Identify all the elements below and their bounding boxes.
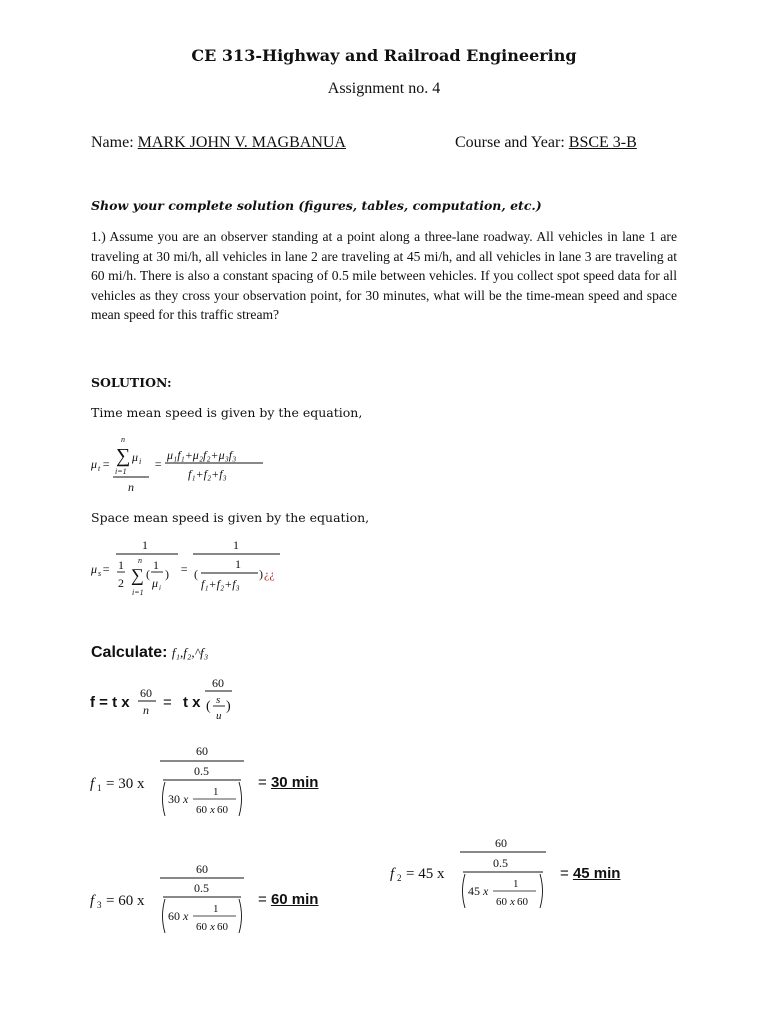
svg-text:μ: μ [91, 562, 98, 576]
svg-text:60: 60 [212, 676, 224, 690]
svg-text:x: x [210, 804, 215, 816]
svg-text:45: 45 [468, 884, 480, 898]
svg-text:1: 1 [118, 558, 124, 572]
svg-text:60: 60 [217, 921, 228, 933]
svg-text:t x: t x [183, 694, 201, 711]
frequency-formula [88, 672, 278, 730]
svg-text:= 45 x: = 45 x [406, 866, 445, 882]
svg-text:1: 1 [513, 878, 519, 890]
svg-text:i: i [139, 457, 142, 466]
svg-text:): ) [259, 567, 263, 581]
svg-text:x: x [483, 884, 489, 898]
svg-text:(: ( [206, 699, 211, 714]
f1-result-value: 30 min [270, 774, 319, 791]
svg-text:60: 60 [196, 744, 208, 758]
svg-text:60: 60 [140, 686, 152, 700]
svg-text:= 60 x: = 60 x [106, 893, 145, 909]
time-mean-text: Time mean speed is given by the equation, [91, 405, 363, 420]
svg-text:60: 60 [196, 921, 207, 933]
svg-text:): ) [226, 699, 231, 714]
calculate-variables: f₁,f₂,^f₃ [171, 645, 209, 660]
svg-text:n: n [121, 435, 125, 444]
svg-text:n: n [138, 556, 142, 565]
frequency-formula-svg [88, 672, 278, 730]
svg-text:f: f [90, 893, 95, 909]
svg-text:f₁+f₂+f₃: f₁+f₂+f₃ [188, 467, 227, 481]
svg-text:30: 30 [168, 792, 180, 806]
name-value: MARK JOHN V. MAGBANUA [137, 134, 346, 151]
svg-text:f₁+f₂+f₃: f₁+f₂+f₃ [201, 577, 240, 591]
svg-text:∑: ∑ [116, 445, 131, 467]
svg-text:∑: ∑ [131, 565, 144, 585]
svg-text:=: = [154, 457, 163, 471]
svg-text:60: 60 [168, 909, 180, 923]
svg-text:1: 1 [97, 783, 102, 793]
svg-text:f = t x: f = t x [90, 694, 130, 711]
svg-text:1: 1 [213, 786, 219, 798]
space-mean-equation [88, 535, 308, 605]
svg-text:i=1: i=1 [132, 588, 144, 597]
svg-text:0.5: 0.5 [194, 881, 209, 895]
svg-text:2: 2 [397, 873, 402, 883]
svg-text:=: = [102, 562, 111, 576]
f2-result: = 45 min [560, 865, 621, 882]
svg-text:=: = [102, 457, 111, 471]
problem-statement: 1.) Assume you are an observer standing at a point along a three-lane roadway. All vehicles in lane 1 are traveling at 30 mi/h, all vehicles in lane 2 are traveling at 45 mi/h, and all vehicles in lane 3 are traveling at 60 mi/h. There is also a constant spacing of 0.5 mile between vehicles. If you collect spot speed data for all vehicles as they cross your observation point, for 30 minutes, what will be the time-mean speed and space mean speed for this traffic stream? [91, 229, 677, 322]
space-mean-equation-svg [88, 535, 308, 605]
f3-result-value: 60 min [270, 891, 319, 908]
svg-text:u: u [216, 710, 222, 722]
svg-text:60: 60 [496, 896, 507, 908]
f2-computation [386, 830, 646, 914]
svg-text:1: 1 [235, 557, 241, 571]
svg-text:60: 60 [196, 804, 207, 816]
svg-text:i: i [159, 584, 161, 592]
svg-text:60: 60 [217, 804, 228, 816]
svg-text:x: x [210, 921, 215, 933]
svg-text:f: f [90, 776, 95, 792]
svg-text:1: 1 [153, 558, 159, 572]
svg-text:=: = [180, 562, 189, 576]
solution-heading: SOLUTION: [91, 375, 172, 390]
svg-text:60: 60 [517, 896, 528, 908]
svg-text:t: t [98, 464, 101, 473]
svg-text:μ: μ [152, 576, 159, 590]
svg-text:x: x [510, 896, 515, 908]
svg-text:3: 3 [97, 900, 102, 910]
svg-text:0.5: 0.5 [194, 764, 209, 778]
svg-text:1: 1 [233, 538, 239, 552]
svg-text:n: n [128, 480, 134, 494]
f3-result: = 60 min [258, 891, 319, 908]
svg-text:60: 60 [495, 836, 507, 850]
svg-text:2: 2 [118, 576, 124, 590]
svg-text:x: x [183, 792, 189, 806]
svg-text:¿¿: ¿¿ [264, 567, 275, 581]
calculate-heading [91, 644, 208, 662]
f3-computation [86, 857, 346, 941]
space-mean-text: Space mean speed is given by the equation, [91, 510, 370, 525]
svg-text:(: ( [146, 567, 150, 581]
svg-text:s: s [98, 569, 102, 578]
svg-text:60: 60 [196, 862, 208, 876]
assignment-number: Assignment no. 4 [327, 80, 441, 97]
svg-text:(: ( [194, 567, 198, 581]
time-mean-equation [88, 430, 288, 500]
f1-result: = 30 min [258, 774, 319, 791]
svg-text:1: 1 [213, 903, 219, 915]
svg-text:μ₁f₁+μ₂f₂+μ₃f₃: μ₁f₁+μ₂f₂+μ₃f₃ [167, 448, 237, 462]
course-label: Course and Year: [455, 134, 565, 151]
course-field [455, 134, 637, 152]
svg-text:1: 1 [142, 538, 148, 552]
svg-text:0.5: 0.5 [493, 856, 508, 870]
name-field [91, 134, 346, 152]
calculate-label: Calculate: [91, 644, 168, 661]
svg-text:): ) [165, 567, 169, 581]
svg-text:=: = [163, 694, 172, 711]
svg-text:i=1: i=1 [115, 467, 127, 476]
svg-text:= 30 x: = 30 x [106, 776, 145, 792]
instruction-text: Show your complete solution (figures, tables, computation, etc.) [91, 198, 542, 213]
f2-result-value: 45 min [572, 865, 621, 882]
svg-text:s: s [216, 694, 221, 706]
name-label: Name: [91, 134, 134, 151]
svg-text:f: f [390, 866, 395, 882]
svg-text:n: n [143, 703, 149, 717]
time-mean-equation-svg [88, 430, 288, 500]
svg-text:x: x [183, 909, 189, 923]
svg-text:μ: μ [132, 450, 139, 464]
svg-text:μ: μ [91, 457, 98, 471]
page-title: CE 313-Highway and Railroad Engineering [191, 46, 577, 65]
f1-computation [86, 740, 346, 822]
course-value: BSCE 3-B [568, 134, 637, 151]
